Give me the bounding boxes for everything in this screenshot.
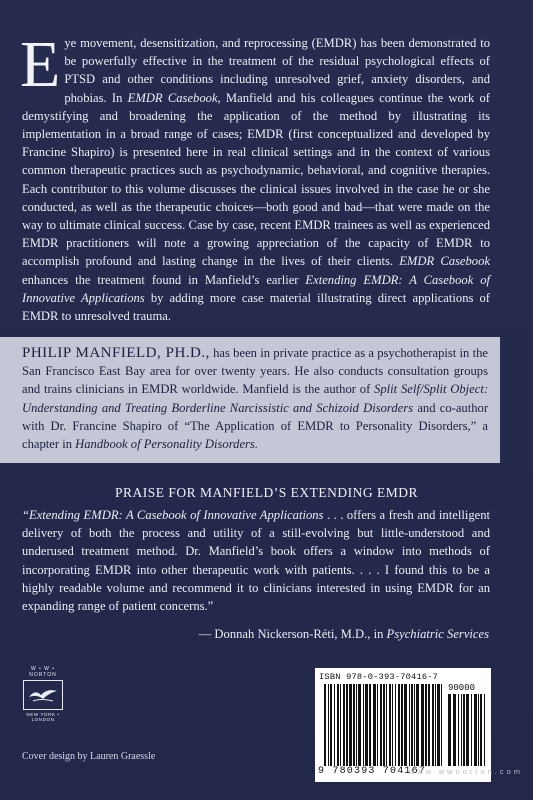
description-paragraph [20, 28, 490, 325]
bio-text-2: and co-author with Dr. Francine Shapiro of “The Application of EMDR to Personality Disorders,” a chapter in [22, 400, 489, 452]
cover-design-credit: Cover design by Lauren Graessle [22, 751, 156, 762]
publisher-logo [22, 666, 64, 730]
description-title-2: EMDR Casebook [399, 254, 490, 269]
bio-book-2: Handbook of Personality Disorders. [75, 437, 258, 452]
publisher-location: NEW YORK • LONDON [26, 712, 60, 722]
author-bio [22, 344, 488, 453]
description-text-4: by adding more case material illustrating direct applications of EMDR to unresolved trauma. [22, 290, 490, 324]
ean-barcode-bars [324, 684, 442, 766]
bio-book-1: Split Self/Split Object: Understanding and Treating Borderline Narcissistic and Schizoid Disorders [22, 382, 489, 415]
praise-quote-title: “Extending EMDR: A Casebook of Innovative Applications [22, 508, 324, 522]
author-bio-box [0, 337, 500, 463]
description-text-3: enhances the treatment found in Manfield’s earlier [22, 272, 306, 287]
description-text-2: Manfield and his colleagues continue the work of demystifying and broadening the application of the method by illustrating its implementation in a broad range of cases; EMDR (first conceptualized and developed by Francine Shapiro) is presented here in real clinical settings and in the context of various common therapeutic practices such as psychodynamic, behavioral, and cognitive therapies. Each contributor to this volume discusses the clinical issues involved in the case he or she conducted, as well as the therapeutic choices—both good and bad—that were made on the way to ultimate clinical success. Case by case, recent EMDR trainees as well as experienced EMDR practitioners will note a growing appreciation of the capacity of EMDR to accomplish profound and lasting change in the lives of their clients. [22, 90, 490, 269]
ean-number: 9 780393 704167 [318, 766, 427, 777]
publisher-url: www.wwnorton.com [408, 767, 523, 776]
praise-quote-body: . . . offers a fresh and intelligent delivery of both the process and utility of a still-evolving but little-understood and underused treatment method. Dr. Manfield’s book offers a window into methods of incorporating EMDR into other therapeutic work with patients. . . . I found this to be a highly readable volume and recommend it to clinicians interested in using EMDR for an expanding range of patient concerns.” [22, 508, 490, 614]
seagull-icon [23, 680, 63, 710]
attribution-source: Psychiatric Services [386, 627, 489, 641]
barcode [315, 668, 491, 782]
description-text-1: ye movement, desensitization, and reprocessing (EMDR) has been demonstrated to be powerfully effective in the treatment of the residual psychological effects of PTSD and other conditions including unresolved grief, anxiety disorders, and phobias. In [64, 36, 490, 105]
praise-attribution [199, 627, 489, 642]
praise-heading: PRAISE FOR MANFIELD’S EXTENDING EMDR [114, 485, 418, 500]
author-name: PHILIP MANFIELD, PH.D., [22, 345, 210, 361]
price-barcode-bars [448, 694, 486, 766]
drop-cap: E [20, 28, 61, 101]
bio-text-1: has been in private practice as a psychotherapist in the San Francisco East Bay area for over twenty years. He also conducts consultation groups and trains clinicians in EMDR worldwide. Manfield is the author of [22, 346, 488, 397]
attribution-author: — Donnah Nickerson-Réti, M.D., in [198, 627, 387, 641]
description-title-3: Extending EMDR: A Casebook of Innovative Applications [22, 272, 490, 305]
price-code: 90000 [448, 683, 476, 693]
praise-quote [22, 506, 490, 615]
publisher-name: W • W • NORTON [29, 666, 57, 678]
isbn-number: ISBN 978-0-393-70416-7 [319, 672, 439, 682]
description-title-1: EMDR Casebook, [127, 90, 221, 105]
